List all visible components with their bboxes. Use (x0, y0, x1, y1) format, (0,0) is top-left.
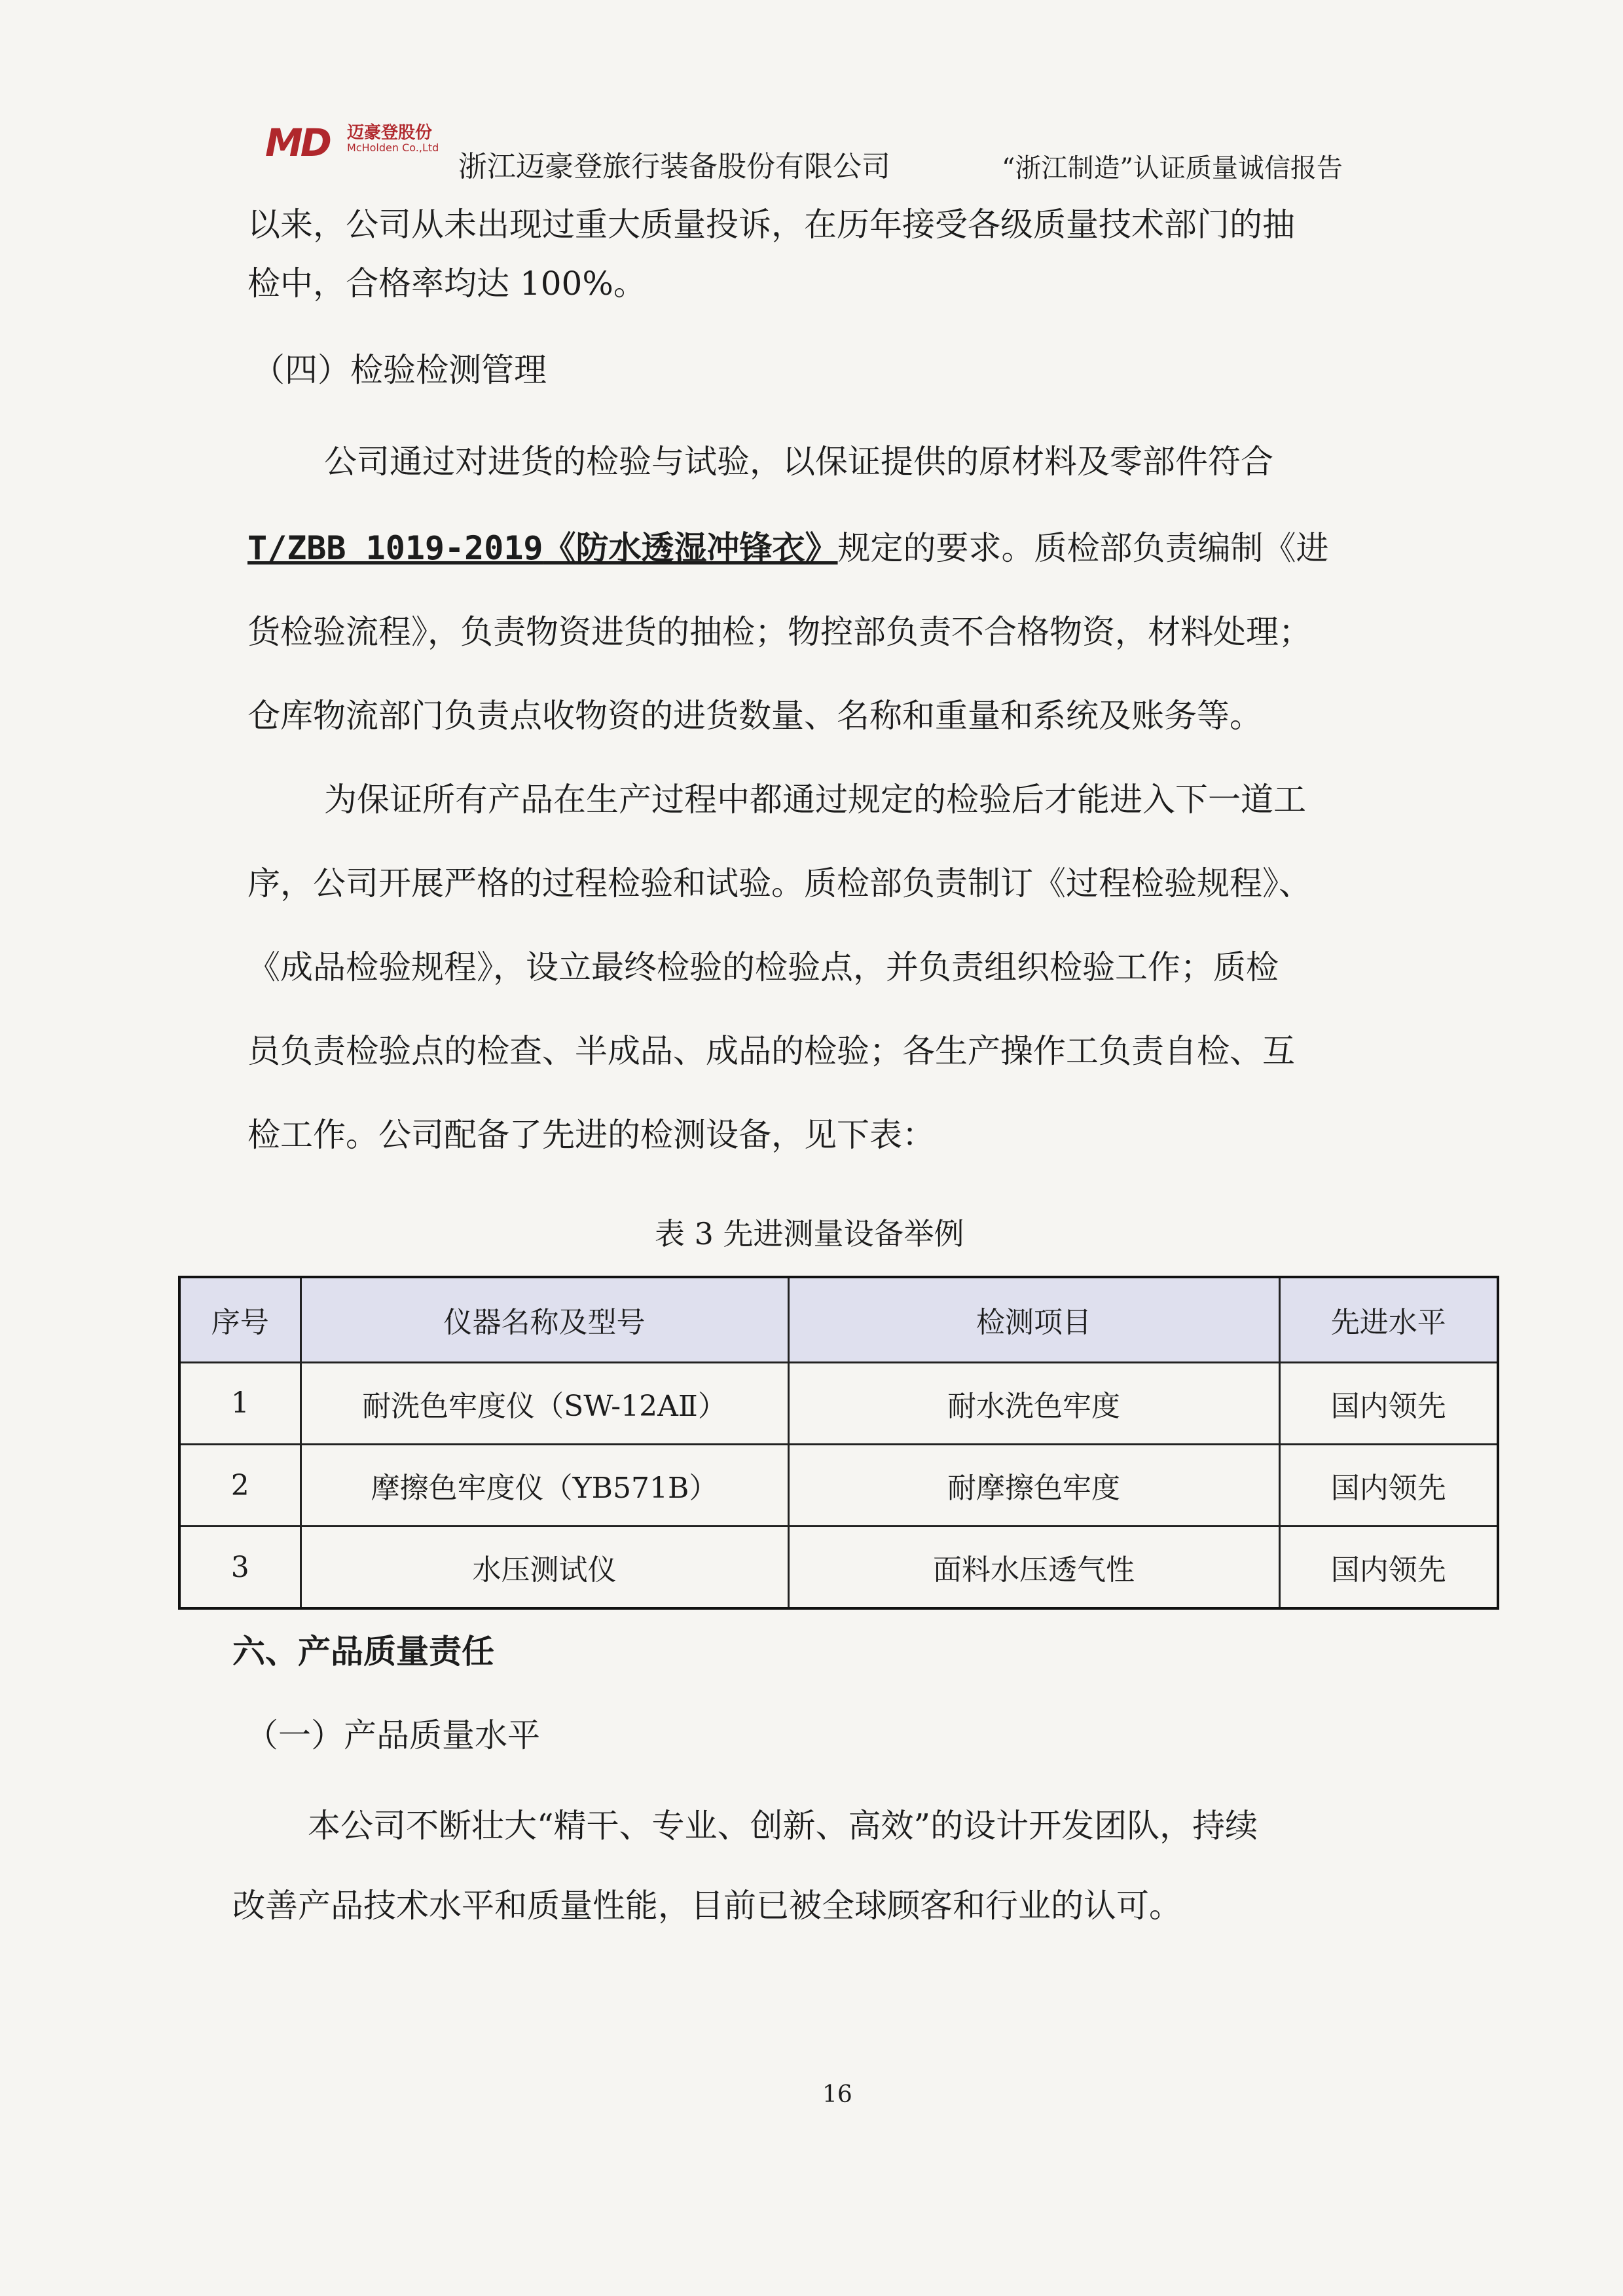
standard-line (247, 528, 1329, 567)
table-row (179, 1527, 1498, 1608)
table-cell: 1 (179, 1362, 301, 1444)
table-cell: 面料水压透气性 (788, 1527, 1279, 1608)
table-cell: 耐洗色牢度仪（SW-12AⅡ） (301, 1362, 788, 1444)
body-line: 《成品检验规程》，设立最终检验的检验点，并负责组织检验工作；质检 (247, 948, 1279, 986)
company-logo (265, 117, 462, 165)
body-line: 货检验流程》，负责物资进货的抽检；物控部负责不合格物资，材料处理； (247, 613, 1311, 651)
standard-after-text: 规定的要求。质检部负责编制《进 (837, 529, 1329, 567)
table-cell: 国内领先 (1279, 1362, 1498, 1444)
body-line: 改善产品技术水平和质量性能，目前已被全球顾客和行业的认可。 (232, 1887, 1182, 1925)
table-header-cell: 仪器名称及型号 (301, 1277, 788, 1362)
table-cell: 摩擦色牢度仪（YB571B） (301, 1444, 788, 1526)
body-line: 为保证所有产品在生产过程中都通过规定的检验后才能进入下一道工 (324, 781, 1306, 819)
table-cell: 国内领先 (1279, 1444, 1498, 1526)
equipment-table (178, 1276, 1499, 1610)
section-heading-4: （四）检验检测管理 (252, 351, 547, 389)
table-row (179, 1444, 1498, 1526)
table-header-cell: 先进水平 (1279, 1277, 1498, 1362)
body-line: 本公司不断壮大“精干、专业、创新、高效”的设计开发团队，持续 (308, 1807, 1258, 1845)
body-line: 仓库物流部门负责点收物资的进货数量、名称和重量和系统及账务等。 (247, 697, 1262, 735)
table-caption: 表 3 先进测量设备举例 (655, 1216, 964, 1251)
body-line: 员负责检验点的检查、半成品、成品的检验；各生产操作工负责自检、互 (247, 1032, 1295, 1070)
table-cell: 3 (179, 1527, 301, 1608)
table-cell: 2 (179, 1444, 301, 1526)
standard-code: T/ZBB 1019-2019 (247, 529, 543, 567)
body-line: 序，公司开展严格的过程检验和试验。质检部负责制订《过程检验规程》、 (247, 864, 1311, 902)
table-header-cell: 检测项目 (788, 1277, 1279, 1362)
header-company-name: 浙江迈豪登旅行装备股份有限公司 (458, 150, 890, 183)
logo-english-name: McHolden Co.,Ltd (347, 141, 439, 154)
table-header-cell: 序号 (179, 1277, 301, 1362)
table-cell: 水压测试仪 (301, 1527, 788, 1608)
body-line: 公司通过对进货的检验与试验，以保证提供的原材料及零部件符合 (324, 443, 1273, 481)
header-report-title: “浙江制造”认证质量诚信报告 (1002, 153, 1343, 183)
section-heading-6: 六、产品质量责任 (232, 1632, 494, 1671)
logo-mark: MD (265, 120, 329, 165)
body-line: 检工作。公司配备了先进的检测设备，见下表： (247, 1116, 935, 1154)
subsection-heading: （一）产品质量水平 (246, 1716, 540, 1754)
logo-chinese-name: 迈豪登股份 (347, 123, 433, 143)
table-cell: 耐摩擦色牢度 (788, 1444, 1279, 1526)
table-cell: 耐水洗色牢度 (788, 1362, 1279, 1444)
table-cell: 国内领先 (1279, 1527, 1498, 1608)
table-row (179, 1362, 1498, 1444)
body-line: 检中，合格率均达 100%。 (247, 265, 646, 303)
body-line: 以来，公司从未出现过重大质量投诉，在历年接受各级质量技术部门的抽 (247, 206, 1295, 244)
table-header-row (179, 1277, 1498, 1362)
standard-title: 《防水透湿冲锋衣》 (543, 528, 838, 567)
page-number: 16 (822, 2081, 852, 2108)
